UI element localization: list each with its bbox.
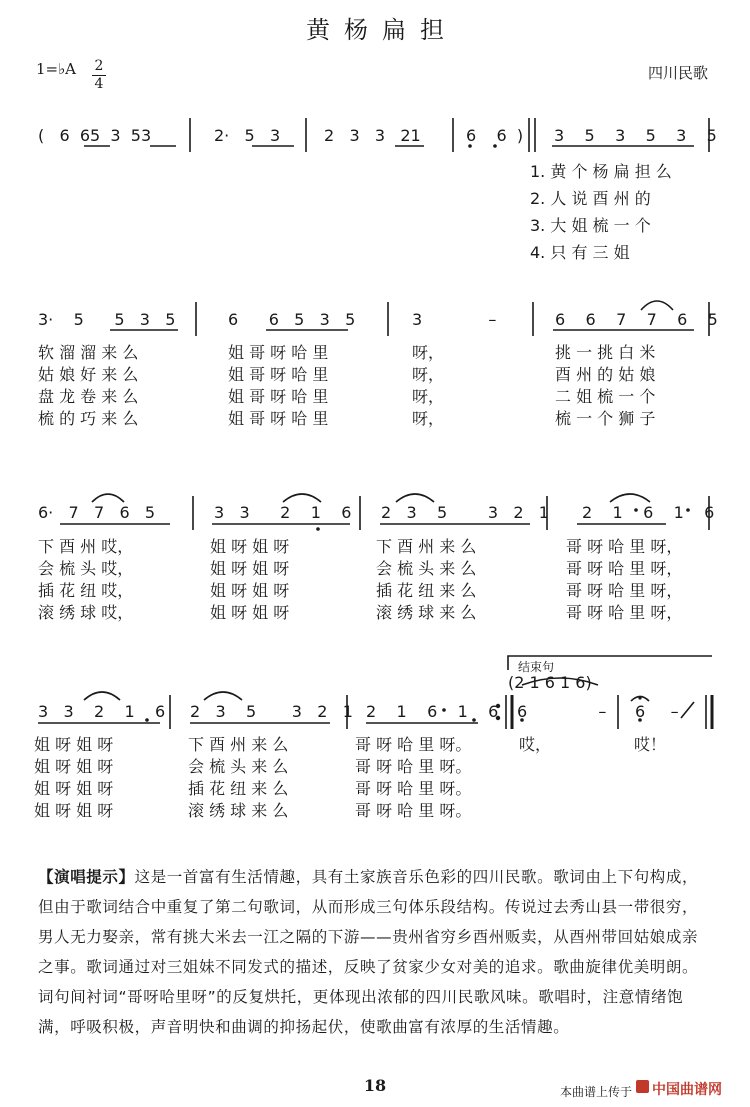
notes-row-2 — [38, 307, 175, 333]
note: 3 — [110, 126, 121, 145]
notes-row-4e — [635, 699, 679, 725]
uploader-text: 本曲谱上传于 — [560, 1085, 633, 1099]
lyric-line: 软 溜 溜 来 么 — [38, 343, 139, 362]
note: 6 — [341, 503, 352, 522]
notes-row-3 — [38, 500, 155, 526]
note: 5 — [584, 126, 595, 145]
note: – — [488, 310, 497, 329]
note: ( — [38, 126, 45, 145]
note: 6 — [496, 126, 507, 145]
note: 1 — [342, 702, 353, 721]
verse-intro: 4. 只 有 三 姐 — [530, 243, 630, 262]
lyric-line: 滚 绣 球 哎， — [38, 603, 134, 622]
note: 3 — [214, 503, 225, 522]
lyric-line: 下 酉 州 来 么 — [376, 537, 477, 556]
note: 6 — [119, 503, 130, 522]
lyrics-row-2-col4 — [555, 342, 655, 430]
notes-row-2d — [555, 307, 718, 333]
note: 3 — [139, 310, 150, 329]
lyric-line: 哥 呀 哈 里 呀， — [566, 537, 683, 556]
meter-bottom: 4 — [92, 75, 106, 93]
verse-intro: 2. 人 说 酉 州 的 — [530, 189, 651, 208]
note: 6 — [59, 126, 70, 145]
lyric-line: 盘 龙 卷 来 么 — [38, 387, 139, 406]
lyric-line: 呀， — [412, 409, 445, 428]
lyric-line: 梳 的 巧 来 么 — [38, 409, 139, 428]
lyric-line: 姐 呀 姐 呀 — [210, 603, 290, 622]
note: 3 — [269, 126, 281, 145]
note: 1 — [457, 702, 468, 721]
note: 3 — [554, 126, 565, 145]
note: 5 — [165, 310, 176, 329]
lyric-line: 呀， — [412, 387, 445, 406]
notes-row-1e — [554, 123, 717, 149]
notes-row-1 — [38, 123, 151, 149]
note: 5 — [706, 126, 717, 145]
notes-row-4d — [517, 699, 606, 725]
note: ) — [516, 126, 524, 145]
lyric-line: 呀， — [412, 365, 445, 384]
note: 1 — [310, 503, 321, 522]
note: 6 — [677, 310, 688, 329]
note: 3 — [319, 310, 330, 329]
lyric-line: 姐 呀 姐 呀 — [34, 801, 114, 820]
lyric-line: 梳 一 个 狮 子 — [555, 409, 656, 428]
note: 5 — [707, 310, 718, 329]
lyrics-row-3-col2 — [210, 536, 289, 624]
note: 6· — [38, 503, 54, 522]
note: 3 — [38, 702, 49, 721]
lyric-line: 姐 呀 姐 呀 — [34, 735, 114, 754]
note: 6 — [643, 503, 654, 522]
notes-body: 这是一首富有生活情趣，具有土家族音乐色彩的四川民歌。歌词由上下句构成，但由于歌词结合中重复了第二句歌词，从而形成三句体乐段结构。传说过去秀山县一带很穷，男人无力娶亲，常有挑大米去一江之隔的下游——贵州省穷乡酉州贩卖，从酉州带回姑娘成亲之事。歌词通过对三姐妹不同发式的描述，反映了贫家少女对美的追求。歌曲旋律优美明朗。词句间衬词“哥呀哈里呀”的反复烘托，更体现出浓郁的四川民歌风味。歌唱时，注意情绪饱满，呼吸积极，声音明快和曲调的抑扬起伏，使歌曲富有浓厚的生活情趣。 — [38, 868, 699, 1036]
note: 21 — [400, 126, 421, 145]
note: 2 — [513, 503, 524, 522]
note: 3 — [291, 702, 302, 721]
note: 53 — [130, 126, 152, 145]
lyric-line: 滚 绣 球 来 么 — [376, 603, 477, 622]
lyric-line: 下 酉 州 哎， — [38, 537, 134, 556]
lyric-ending-1: 哎， — [519, 735, 552, 754]
verse-intro: 1. 黄 个 杨 扁 担 么 — [530, 162, 672, 181]
ending-label: 结束句 — [518, 660, 555, 674]
notes-row-3c — [381, 500, 549, 526]
note: 3 — [239, 503, 250, 522]
lyric-line: 姑 娘 好 来 么 — [38, 365, 139, 384]
note: 6 — [488, 702, 499, 721]
lyrics-row-2-col1 — [38, 342, 138, 430]
lyric-line: 姐 呀 姐 呀 — [210, 559, 290, 578]
lyric-line: 哥 呀 哈 里 呀， — [566, 559, 683, 578]
lyric-line: 姐 呀 姐 呀 — [210, 537, 290, 556]
lyric-line: 酉 州 的 姑 娘 — [555, 365, 656, 384]
notes-label: 【演唱提示】 — [38, 868, 135, 886]
note: 2 — [190, 702, 201, 721]
note: 6 — [466, 126, 477, 145]
verse-intro: 3. 大 姐 梳 一 个 — [530, 216, 651, 235]
note: 3 — [215, 702, 226, 721]
note: 65 — [79, 126, 101, 145]
lyric-line: 哥 呀 哈 里 呀。 — [355, 757, 472, 776]
lyric-ending-2: 哎！ — [634, 735, 667, 754]
lyrics-row-4-col1 — [34, 734, 113, 822]
note: 2 — [93, 702, 105, 721]
notes-row-3b — [214, 500, 351, 526]
note: 1 — [612, 503, 623, 522]
note: 3 — [676, 126, 687, 145]
song-title: 黄杨扁担 — [306, 16, 458, 44]
note: 3 — [615, 126, 626, 145]
note: 5 — [294, 310, 305, 329]
notes-row-4c — [366, 699, 498, 725]
note: 1 — [673, 503, 684, 522]
note: 1 — [396, 702, 407, 721]
note: 2 — [280, 503, 291, 522]
page-number: 18 — [363, 1076, 387, 1095]
note: 3 — [349, 126, 360, 145]
note: 5 — [645, 126, 656, 145]
note: 3 — [374, 126, 386, 145]
note: 7 — [93, 503, 105, 522]
meter-top: 2 — [94, 58, 104, 74]
note: 2 — [324, 126, 335, 145]
lyrics-row-3-col3 — [376, 536, 476, 624]
lyric-line: 哥 呀 哈 里 呀。 — [355, 735, 472, 754]
verse-intro-list — [530, 158, 672, 266]
note: 5 — [244, 126, 255, 145]
note: 3 — [406, 503, 417, 522]
note: 6 — [155, 702, 166, 721]
lyric-line: 姐 呀 姐 呀 — [34, 779, 114, 798]
lyric-line: 会 梳 头 哎， — [38, 559, 134, 578]
note: 3· — [38, 310, 54, 329]
lyric-line: 插 花 纽 哎， — [38, 581, 134, 600]
note: 6 — [517, 702, 528, 721]
lyric-line: 挑 一 挑 白 米 — [555, 343, 656, 362]
note: 7 — [68, 503, 79, 522]
note: 5 — [114, 310, 125, 329]
note: 6 — [228, 310, 239, 329]
lyrics-row-4-col3 — [355, 734, 471, 822]
note: 5 — [436, 503, 448, 522]
lyric-line: 哥 呀 哈 里 呀。 — [355, 779, 472, 798]
lyric-line: 会 梳 头 来 么 — [188, 757, 289, 776]
lyric-line: 插 花 纽 来 么 — [188, 779, 289, 798]
note: 6 — [635, 702, 646, 721]
site-logo-icon — [636, 1080, 649, 1093]
lyrics-row-2-col3 — [412, 342, 444, 430]
note: 2 — [582, 503, 593, 522]
note: – — [598, 702, 607, 721]
note: 6 — [555, 310, 566, 329]
note: 6 — [704, 503, 715, 522]
note: 2· — [214, 126, 230, 145]
note: 3 — [487, 503, 499, 522]
lyric-line: 姐 哥 呀 哈 里 — [228, 365, 329, 384]
lyric-line: 哥 呀 哈 里 呀， — [566, 603, 683, 622]
notes-row-3d — [582, 500, 714, 526]
notes-row-2b — [228, 307, 355, 333]
lyrics-row-3-col4 — [566, 536, 682, 624]
notes-row-1b — [214, 123, 280, 149]
lyric-line: 姐 哥 呀 哈 里 — [228, 409, 329, 428]
ending-notes: (2 1 6 1 6) — [508, 673, 592, 692]
note: 5 — [144, 503, 156, 522]
lyric-line: 二 姐 梳 一 个 — [555, 387, 656, 406]
lyric-line: 哥 呀 哈 里 呀， — [566, 581, 683, 600]
note: 1 — [538, 503, 549, 522]
lyric-line: 哥 呀 哈 里 呀。 — [355, 801, 472, 820]
notes-row-1c — [324, 123, 421, 149]
note: 2 — [317, 702, 328, 721]
lyric-line: 滚 绣 球 来 么 — [188, 801, 289, 820]
lyric-line: 会 梳 头 来 么 — [376, 559, 477, 578]
song-origin: 四川民歌 — [648, 64, 709, 82]
note: 2 — [381, 503, 392, 522]
notes-row-1d — [466, 123, 523, 149]
lyric-line: 插 花 纽 来 么 — [376, 581, 477, 600]
note: 2 — [366, 702, 377, 721]
lyrics-row-4-col2 — [188, 734, 288, 822]
notes-row-2c — [412, 307, 496, 333]
note: 6 — [427, 702, 438, 721]
lyrics-row-3-col1 — [38, 536, 133, 624]
lyrics-row-2-col2 — [228, 342, 328, 430]
note: 7 — [646, 310, 657, 329]
notes-row-4 — [38, 699, 165, 725]
note: 5 — [245, 702, 257, 721]
notes-row-4b — [190, 699, 353, 725]
lyric-line: 呀， — [412, 343, 445, 362]
lyric-line: 姐 呀 姐 呀 — [34, 757, 114, 776]
note: – — [670, 702, 679, 721]
note: 3 — [63, 702, 74, 721]
note: 6 — [268, 310, 279, 329]
note: 6 — [585, 310, 596, 329]
note: 5 — [73, 310, 84, 329]
note: 7 — [616, 310, 627, 329]
lyric-line: 下 酉 州 来 么 — [188, 735, 289, 754]
lyric-line: 姐 哥 呀 哈 里 — [228, 387, 329, 406]
note: 3 — [412, 310, 423, 329]
key-signature: 1=♭A — [36, 60, 77, 78]
note: 1 — [124, 702, 135, 721]
performance-notes — [38, 862, 714, 1042]
site-name[interactable]: 中国曲谱网 — [652, 1082, 722, 1098]
note: 5 — [345, 310, 356, 329]
lyric-line: 姐 呀 姐 呀 — [210, 581, 290, 600]
lyric-line: 姐 哥 呀 哈 里 — [228, 343, 329, 362]
